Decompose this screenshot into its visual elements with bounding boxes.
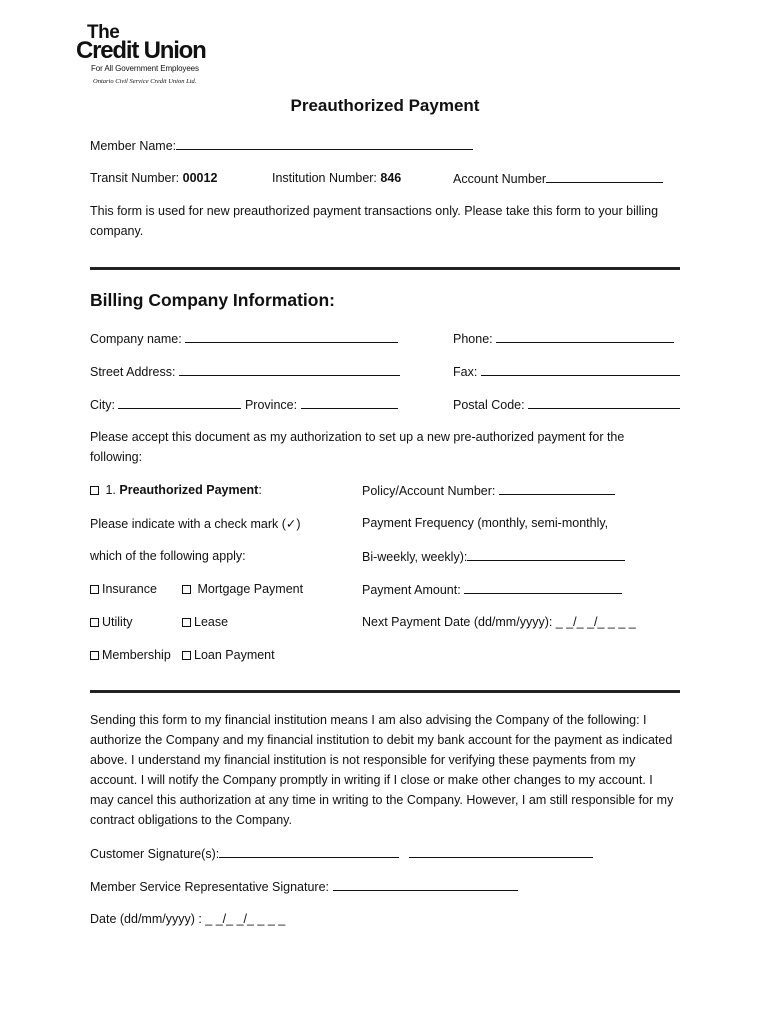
province-label: Province: (244, 398, 298, 412)
frequency-label: Payment Frequency (monthly, semi-monthly, (362, 516, 609, 530)
account-number-field[interactable] (546, 171, 663, 183)
amount-row (362, 582, 622, 597)
postal-row (453, 397, 680, 412)
mortgage-label: Mortgage Payment (197, 582, 304, 596)
logo-name: Credit Union (76, 37, 206, 64)
institution-number (272, 171, 401, 185)
frequency-label-cont: Bi-weekly, weekly): (362, 550, 468, 564)
checkbox-icon[interactable] (182, 585, 191, 594)
transit-label: Transit Number: (90, 171, 180, 185)
institution-value: 846 (380, 171, 402, 185)
postal-label: Postal Code: (453, 398, 525, 412)
membership-label: Membership (102, 648, 171, 662)
policy-number-field[interactable] (499, 483, 615, 495)
indicate-text: Please indicate with a check mark (✓) (90, 517, 301, 531)
amount-label: Payment Amount: (362, 583, 461, 597)
divider (90, 267, 680, 270)
disclosure-text: Sending this form to my financial institution means I am also advising the Company of the following: I authorize the Company and my financial institution to debit my bank account for the payment as indicated above. I understand my financial institution is not responsible for verifying these payments from my account. I will notify the Company promptly in writing if I close or make other changes to my account. I may cancel this authorization at any time in writing to the Company. However, I am still responsible for my contract obligations to the Company. (90, 713, 674, 827)
fax-label: Fax: (453, 365, 478, 379)
member-name-label: Member Name: (90, 139, 177, 153)
next-date-row: Next Payment Date (dd/mm/yyyy): _ _/_ _/_ _ _ _ (362, 615, 636, 629)
authorization-text: Please accept this document as my authorization to set up a new pre-authorized payment for the following: (90, 430, 625, 464)
fax-field[interactable] (481, 364, 680, 376)
checkbox-icon[interactable] (90, 651, 99, 660)
checkbox-icon[interactable] (90, 618, 99, 627)
transit-number (90, 171, 217, 185)
member-name-field[interactable] (176, 138, 473, 150)
option-loan[interactable] (182, 648, 275, 662)
street-label: Street Address: (90, 365, 176, 379)
option-colon: : (258, 483, 262, 497)
province-field[interactable] (301, 397, 398, 409)
intro-text: This form is used for new preauthorized payment transactions only. Please take this form to your billing company. (90, 204, 659, 238)
customer-signature-field-1[interactable] (219, 846, 399, 858)
logo-legal-name: Ontario Civil Service Credit Union Ltd. (93, 78, 197, 85)
logo-the: The (87, 22, 120, 43)
option-mortgage[interactable] (182, 582, 303, 596)
utility-label: Utility (102, 615, 133, 629)
frequency-field[interactable] (467, 549, 625, 561)
page-title: Preauthorized Payment (290, 96, 480, 115)
billing-heading: Billing Company Information: (90, 290, 335, 310)
street-row (90, 364, 400, 379)
policy-number-label: Policy/Account Number: (362, 484, 496, 498)
frequency-row (362, 549, 625, 564)
loan-label: Loan Payment (194, 648, 275, 662)
company-name-row (90, 331, 398, 346)
amount-field[interactable] (464, 582, 622, 594)
phone-label: Phone: (453, 332, 493, 346)
transit-value: 00012 (182, 171, 218, 185)
rep-signature-field[interactable] (333, 879, 518, 891)
company-name-field[interactable] (185, 331, 398, 343)
customer-signature-row (90, 846, 593, 861)
customer-signature-label: Customer Signature(s): (90, 847, 220, 861)
checkbox-icon[interactable] (182, 651, 191, 660)
option-lease[interactable] (182, 615, 228, 629)
member-name-row (90, 138, 473, 153)
checkbox-icon[interactable] (90, 486, 99, 495)
phone-field[interactable] (496, 331, 674, 343)
city-field[interactable] (118, 397, 241, 409)
rep-signature-label: Member Service Representative Signature: (90, 880, 330, 894)
option-number: 1. (105, 483, 116, 497)
customer-signature-field-2[interactable] (409, 846, 593, 858)
city-label: City: (90, 398, 115, 412)
fax-row (453, 364, 680, 379)
checkbox-icon[interactable] (90, 585, 99, 594)
which-text: which of the following apply: (90, 549, 246, 563)
policy-number-row (362, 483, 615, 498)
option-utility[interactable] (90, 615, 133, 629)
date-row: Date (dd/mm/yyyy) : _ _/_ _/_ _ _ _ (90, 912, 286, 926)
account-number-label: Account Number (453, 172, 547, 186)
rep-signature-row (90, 879, 518, 894)
logo-tagline: For All Government Employees (91, 64, 199, 73)
postal-field[interactable] (528, 397, 680, 409)
institution-label: Institution Number: (272, 171, 377, 185)
option-insurance[interactable] (90, 582, 157, 596)
divider (90, 690, 680, 693)
city-province-row (90, 397, 398, 412)
phone-row (453, 331, 674, 346)
street-field[interactable] (179, 364, 400, 376)
company-name-label: Company name: (90, 332, 182, 346)
option-label: Preauthorized Payment (119, 483, 259, 497)
lease-label: Lease (194, 615, 229, 629)
checkbox-icon[interactable] (182, 618, 191, 627)
account-number-row (453, 171, 663, 186)
preauthorized-option[interactable] (90, 483, 262, 497)
option-membership[interactable] (90, 648, 171, 662)
insurance-label: Insurance (102, 582, 157, 596)
